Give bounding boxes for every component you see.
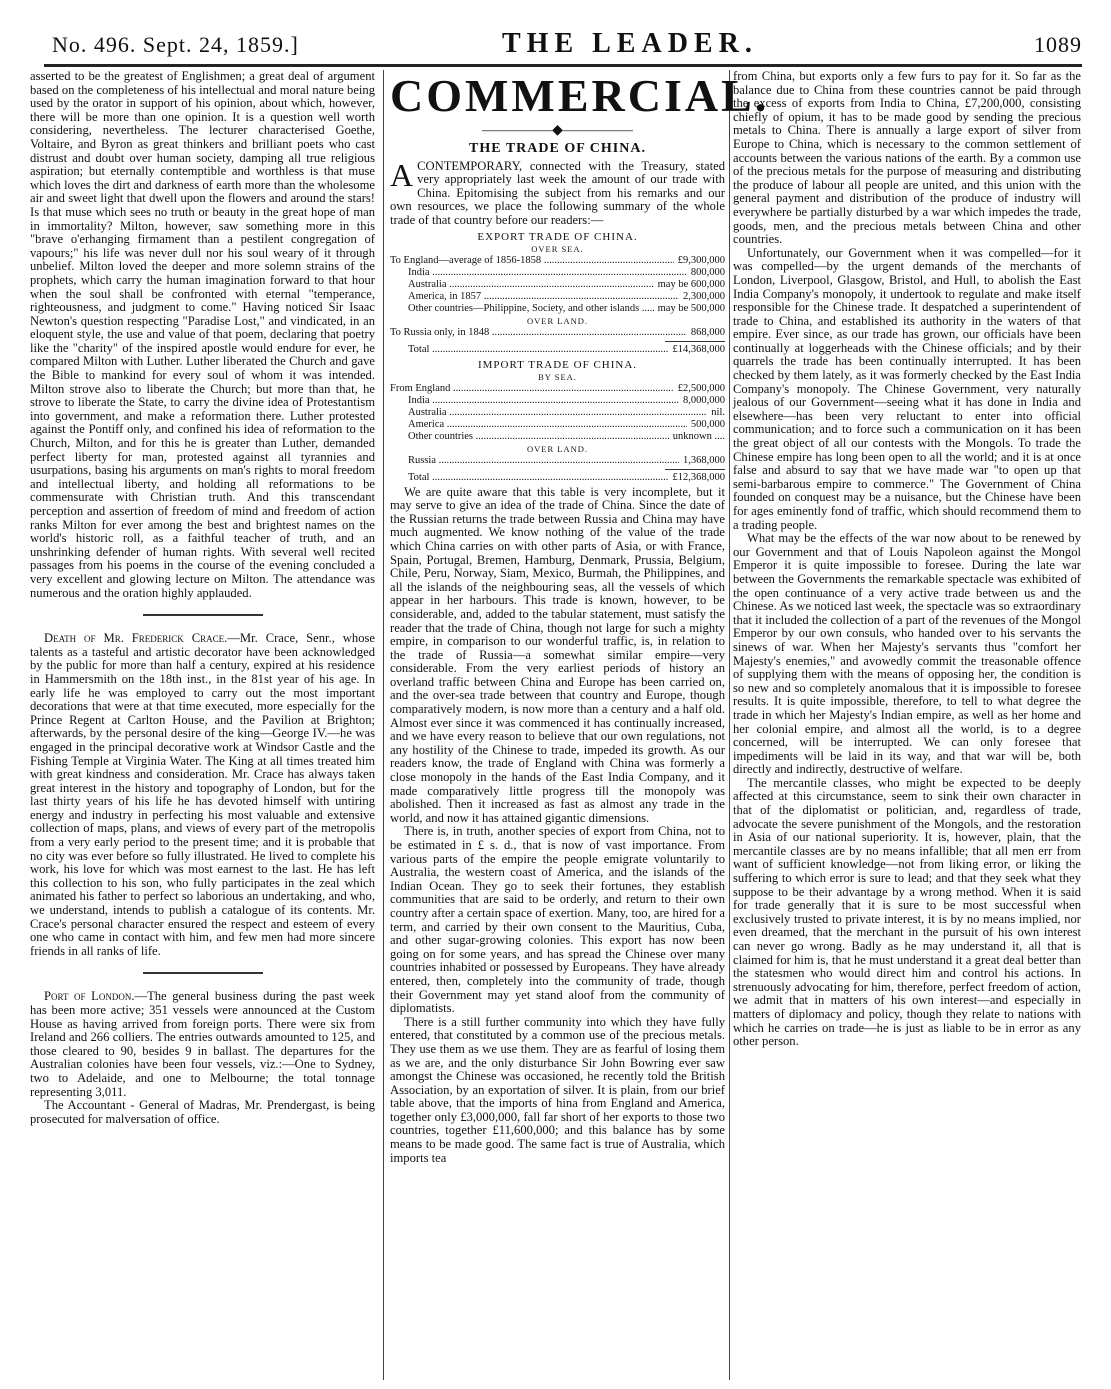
table-row — [390, 279, 725, 291]
masthead-rule — [44, 64, 1082, 67]
row-value: 2,300,000 — [683, 290, 725, 302]
export-subhead-land: OVER LAND. — [527, 315, 588, 326]
crace-heading: Death of Mr. Frederick Crace. — [44, 631, 228, 646]
table-row — [390, 267, 725, 279]
table-row — [390, 395, 725, 407]
export-subhead-sea: OVER SEA. — [531, 243, 584, 254]
row-value: nil. — [711, 406, 725, 418]
column-left — [30, 70, 375, 1126]
article-paragraph: The mercantile classes, who might be expected to be deeply affected at this circumstance, seem to sink their own character in that of the diplomatist or politician, and, regardless of trade, advocate the severe punishment of the Mongols, and the restoration in Asia of our national superiority. It is, however, plain, that the mercantile classes are by no means infallible; that all men err from want of sufficient knowledge—not from liking error, or liking the suffering to which error is sure to lead; and that they seek what they suppose to be their advantage by a wrong method. When it is said for trade generally that it is sure to be most successful when exclusively trusted to private interest, it is by no means implied, nor even dreamed, that the merchant in the pursuit of his own interest can never go wrong. Badly as he may understand it, all that is claimed for him is, that he must understand it a great deal better than the statesmen who would direct him and control his actions. In strenuously advocating for him, therefore, perfect freedom of action, we admit that in matters of his own interest—and especially in matters of diplomacy and policy, though they relate to nations with which he carries on trade—he is just as liable to be in error as any other person. — [733, 775, 1081, 1049]
issue-date: No. 496. Sept. 24, 1859.] — [52, 32, 299, 57]
row-value: £12,368,000 — [672, 471, 725, 483]
row-value: £14,368,000 — [672, 343, 725, 355]
row-label: Total ..... — [408, 472, 669, 484]
row-label: Russia ..... — [408, 455, 679, 467]
row-label: Australia ..... — [408, 279, 654, 291]
port-heading: Port of London. — [44, 989, 135, 1004]
table-total-row — [390, 472, 725, 484]
intro-text: CONTEMPORARY, connected with the Treasury, stated very appropriately last week the amount of our trade with China. Epitomising the subject from his remarks and our own resources, we place the following summary of the whole trade of that country before our readers:— — [390, 158, 725, 227]
crace-text: —Mr. Crace, Senr., whose talents as a tasteful and artistic decorator have been acknowledged by the public for more than half a century, expired at his residence in Hammersmith on the 18th inst., in the 81st year of his age. In early life he was employed to carry out the most important decorations that were at that time executed, more especially for the Prince Regent at Carlton House, and the Pavilion at Brighton; afterwards, by the personal desire of the king—George IV.—he was engaged in the principal decorative work at Windsor Castle and the Fishing Temple at Virginia Water. The King at all times treated him with great kindness and consideration. Mr. Crace has always taken great interest in the history and topography of London, but for the last thirty years of his life he has devoted himself with untiring energy and industry in perfecting his most valuable and extensive collection of maps, plans, and views of every part of the metropolis from a very early period to the present time; and it is probable that no city was ever before so fully illustrated. He lived to complete his work, his love for which was most earnest to the last. He has left this collection to his son, who fully participates in the zeal which animated his father to perfect so laborious an undertaking, and who, we understand, intends to publish a catalogue of its contents. Mr. Crace's personal character ensured the respect and esteem of every one who came in contact with him, and few men had more sincere friends in all ranks of life. — [30, 631, 375, 958]
row-value: unknown .... — [672, 430, 725, 442]
drop-cap: A — [390, 156, 414, 193]
table-row — [390, 383, 725, 395]
total-rule — [665, 341, 725, 342]
row-value: 800,000 — [690, 266, 725, 278]
section-title: COMMERCIAL. — [390, 70, 770, 121]
separator-rule — [143, 972, 263, 974]
newspaper-title: THE LEADER. — [502, 28, 758, 59]
import-table-title: IMPORT TRADE OF CHINA. — [477, 358, 638, 371]
row-value: may be 500,000 — [657, 302, 725, 314]
column-divider — [729, 70, 730, 1380]
row-value: 1,368,000 — [683, 454, 725, 466]
table-row — [390, 407, 725, 419]
row-value: £2,500,000 — [677, 382, 725, 394]
total-rule — [665, 469, 725, 470]
import-table — [390, 359, 725, 484]
table-row — [390, 419, 725, 431]
import-subhead-sea: BY SEA. — [538, 371, 577, 382]
milton-lecture-text: asserted to be the greatest of Englishmen; a great deal of argument based on the completeness of his intellectual and moral nature being used by the orator in support of his opinion, about which, however, there will be more than one opinion. It is a question well worth considering, nevertheless. The lecturer characterised Goethe, Voltaire, and Byron as great thinkers and brilliant poets who cast distrust and doubt over human society, damping all true religious aspiration; but eternally contemptible and worthless is that muse which loves the dirt and darkness of earth more than the wholesome air and sweet light that dwell upon the flowers and around the stars! Is that muse which sees no truth or beauty in the great hope of man in immortality? Milton, however, saw something more in this "brave o'erhanging firmament than a pestilent congregation of vapours;" his life was never dull nor his soul weary of it through unbelief. Milton loved the deeper and more solemn strains of the prophets, which carry the human imagination forward to that hour when the soul shall be confronted with eternal "temperance, righteousness, and judgment to come." Having noticed Sir Isaac Newton's question respecting "Paradise Lost," and vindicated, in an eloquent style, the use and value of that poem, declaring that poetry like the "charity" of the inspired apostle would endure for ever, he compared Milton with Luther. Luther liberated the Church and gave the Bible to mankind for every soul of whom it was intended. Milton strove also to liberate the Church; but more than that, he strove to liberate the State, to carry the divine idea of Protestantism into government, and make a reformation there. Luther protested against the Pontiff only, and confined his idea of reformation to the Church, Milton, and for this he is greater than Luther, demanded perfect liberty for man, protested against all tyrannies and usurpations, basing his arguments on man's rights to moral freedom and intellectual liberty, and holding all reformations to be commensurate with Christian truth. And this transcendant perception and assertion of freedom of mind and freedom of action ranks Milton for ever among the best and brightest names on the world's historic roll, as a faithful teacher of truth, and an unshrinking defender of human rights. With several well recited passages from his poems in the course of the evening concluded a very excellent and glowing lecture on Milton. The attendance was numerous and the oration highly applauded. — [30, 69, 375, 600]
port-of-london-item — [30, 990, 375, 1099]
export-table-title: EXPORT TRADE OF CHINA. — [477, 230, 638, 243]
port-text: —The general business during the past week has been more active; 351 vessels were announced at the Custom House as having arrived from foreign ports. There were six from Ireland and 266 colliers. The entries outwards amounted to 125, and those cleared to 90, besides 9 in ballast. The departures for the Australian colonies have been four vessels, viz.:—One to Sydney, two to Adelaide, and one to Melbourne; the total tonnage representing 3,011. — [30, 989, 375, 1099]
page-number: 1089 — [1034, 32, 1082, 57]
table-row — [390, 303, 725, 315]
row-label: Other countries—Philippine, Society, and other islands ..... — [408, 303, 654, 315]
article-intro — [390, 156, 725, 228]
article-paragraph: Unfortunately, our Government when it was compelled—for it was compelled—by the urgent demands of the merchants of London, Liverpool, Glasgow, Bristol, and Hull, to abolish the East India Company's monopoly, it undertook to regulate and make itself responsible for the Chinese trade. It despatched a superintendent of trade to China, and established its authority in the waters of that empire. Ever since, as our trade has grown, our officials have been continually at loggerheads with the Chinese officials; and by their quarrels the trade has been continually interrupted. It has been checked by them lately, as it was formerly checked by the East India Company's monopoly. The Chinese Government, very naturally jealous of our Government—seeing what it has done in India and elsewhere—has been very reluctant to enter into official communication; and to force such a communication on it has been the great object of all our contests with the Mongols. To trade the Chinese empire has long been open to all the world; and it is at once false and absurd to say that we have made war "to open up that semi-barbarous empire to commerce." The Government of China founded on conquest may be a nuisance, but the Chinese have been for ages eminently fond of traffic, which should recommend them to a trading people. — [733, 245, 1081, 532]
table-row — [390, 255, 725, 267]
row-label: America, in 1857 ..... — [408, 291, 679, 303]
row-label: From England ..... — [390, 383, 674, 395]
article-paragraph: from China, but exports only a few furs to pay for it. So far as the balance due to China from these countries cannot be paid through the excess of exports from India to China, £7,200,000, consisting chiefly of opium, it has to be made good by sending the precious metals to China. There is annually a large export of silver from Europe to China, which is necessary to the common settlement of accounts between the various nations of the earth. By a common use of the precious metals for the purpose of measuring and distributing the produce of labour all people are united, and this union with the general payment and distribution of the produce of industry will everywhere be partially disturbed by a war which impedes the trade, goods, men, and the precious metals between China and other countries. — [733, 69, 1081, 247]
table-row — [390, 291, 725, 303]
row-label: Total ..... — [408, 344, 669, 356]
row-label: India ..... — [408, 395, 679, 407]
article-paragraph: What may be the effects of the war now about to be renewed by our Government and that of Louis Napoleon against the Mongol Emperor it is quite impossible to foresee. During the late war between the Governments the remarkable spectacle was exhibited of the open continuance of a very active trade between us and the Chinese. As we noticed last week, the spectacle was so extraordinary that it included the collection of a part of the revenues of the Mongol Emperor by our own consuls, who handed over to his servants the sinews of war. When her Majesty's servants thus "comfort her Majesty's enemies," and avowedly commit the treasonable offence of supplying them with the means of opposing her, the condition is so new and so completely anomalous that it is impossible to foresee results. It is quite impossible, therefore, to tell to what degree the trade in which her Majesty's Indian empire, as well as her home and her colonial empire, and almost all the world, is to a degree concerned, will be interrupted. We can only foresee that impediments will be laid in its way, and that war will be, both directly and indirectly, destructive of welfare. — [733, 531, 1081, 777]
table-row — [390, 455, 725, 467]
row-label: Other countries ..... — [408, 431, 669, 443]
row-value: £9,300,000 — [677, 254, 725, 266]
ornament-rule: —————◆————— — [482, 123, 633, 138]
row-label: To Russia only, in 1848 ..... — [390, 327, 687, 339]
madras-item: The Accountant - General of Madras, Mr. Prendergast, is being prosecuted for malversation of office. — [30, 1098, 375, 1126]
row-value: 8,000,000 — [683, 394, 725, 406]
table-row — [390, 327, 725, 339]
row-label: To England—average of 1856-1858 ..... — [390, 255, 674, 267]
separator-rule — [143, 614, 263, 616]
table-row — [390, 431, 725, 443]
row-label: India ..... — [408, 267, 687, 279]
crace-obituary — [30, 632, 375, 958]
masthead — [52, 24, 1082, 64]
article-paragraph: There is, in truth, another species of export from China, not to be estimated in £ s. d., that is now of vast importance. From various parts of the empire the people emigrate voluntarily to Australia, the western coast of America, and the islands of the Indian Ocean. They go to seek their fortunes, they establish communities that are said to be orderly, and return to their own country after a certain space of exertion. Many, too, are hired for a term, and carried by their own consent to the Mauritius, Cuba, and other sugar-growing colonies. This export has now been going on for some years, and has spread the Chinese over many countries inhabited or possessed by Europeans. They have already entered, then, completely into the community of trade, though their Government may yet stand aloof from the community of diplomatists. — [390, 824, 725, 1016]
column-divider — [383, 70, 384, 1380]
article-paragraph: There is a still further community into which they have fully entered, that constituted by a common use of the precious metals. They use them as we use them. They are as fearful of losing them as we are, and the only disturbance Sir John Bowring ever saw amongst the Chinese was occasioned, he recently told the British Association, by an exportation of silver. It is plain, from our brief table above, that the imports of hina from England and America, together only £3,000,000, fall far short of her exports to those two countries, together £11,600,000; and this balance has by some means to be made good. The same fact is true of Australia, which imports tea — [390, 1014, 725, 1165]
article-paragraph: We are quite aware that this table is very incomplete, but it may serve to give an idea of the trade of China. Since the date of the Russian returns the trade between Russia and China may have much augmented. We know nothing of the value of the trade which China carries on with other parts of Asia, or with France, Spain, Portugal, Bremen, Hamburg, Denmark, Prussia, Belgium, Chile, Peru, Norway, Siam, Mexico, Burmah, the Philippines, and all the islands of the neighbouring seas, all the vessels of which appear in her harbours. This trade is known, however, to be considerable, and, added to the tabular statement, must satisfy the reader that the trade of China, though not large for such a mighty empire, in comparison to our wonderful traffic, is, in relation to the trade of Russia—a somewhat similar empire—very considerable. From the very earliest periods of history an overland traffic between China and Europe has been carried on, and the over-sea trade between that country and Europe, though comparatively modern, is now more than a century and a half old. Almost ever since it was commenced it has continually increased, and we have every reason to believe that our own regulations, not any hostility of the Chinese to trade, impeded its growth. As our readers know, the trade of England with China was formerly a close monopoly in the hands of the East India Company, and it made comparatively little progress till the monopoly was abolished. Then it increased as fast as almost any trade in the world, and now it has attained gigantic dimensions. — [390, 484, 725, 825]
row-label: America ..... — [408, 419, 687, 431]
article-title: THE TRADE OF CHINA. — [469, 141, 646, 156]
export-table — [390, 231, 725, 356]
row-value: may be 600,000 — [657, 278, 725, 290]
table-total-row — [390, 344, 725, 356]
import-subhead-land: OVER LAND. — [527, 443, 588, 454]
row-label: Australia ..... — [408, 407, 707, 419]
row-value: 500,000 — [690, 418, 725, 430]
row-value: 868,000 — [690, 326, 725, 338]
column-middle — [390, 70, 770, 1165]
column-right — [733, 70, 1081, 1049]
